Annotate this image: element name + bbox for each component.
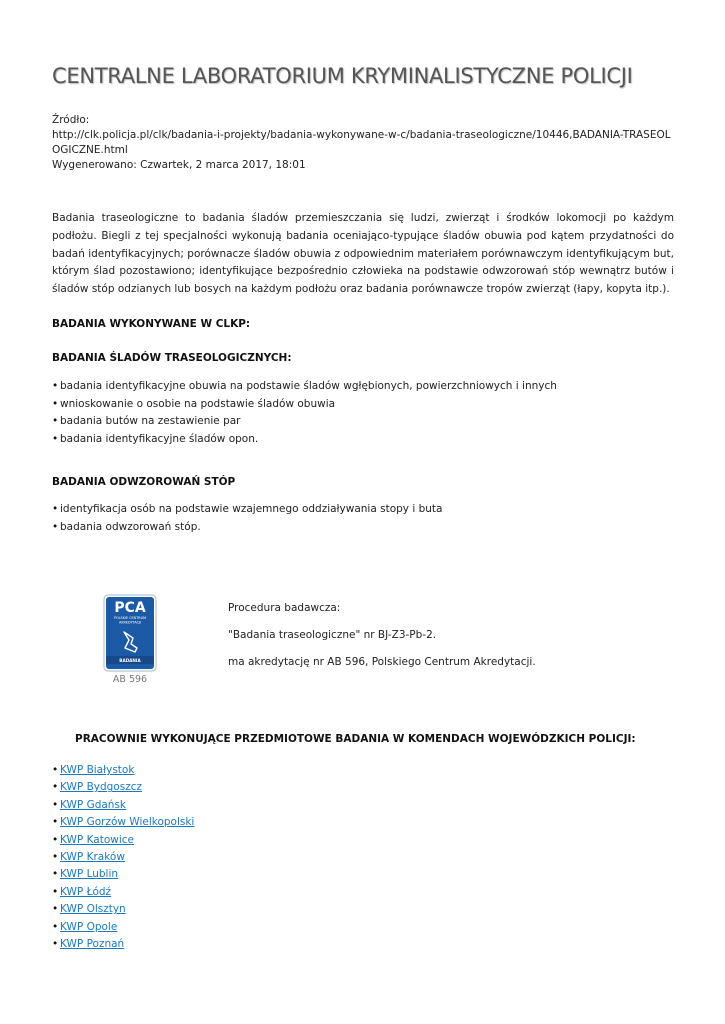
list-item: [52, 779, 194, 796]
list-item: [52, 814, 194, 831]
clkp-heading: BADANIA WYKONYWANE W CLKP:: [52, 318, 251, 330]
page-title: CENTRALNE LABORATORIUM KRYMINALISTYCZNE POLICJI: [52, 64, 633, 88]
lab-link-katowice[interactable]: KWP Katowice: [60, 833, 134, 846]
feet-heading: BADANIA ODWZOROWAŃ STÓP: [52, 476, 236, 488]
list-item: • wnioskowanie o osobie na podstawie śladów obuwia: [52, 396, 557, 414]
labs-list: [52, 762, 194, 953]
list-item: [52, 901, 194, 918]
list-item: • identyfikacja osób na podstawie wzajemnego oddziaływania stopy i buta: [52, 501, 442, 519]
list-item: [52, 919, 194, 936]
lab-link-lublin[interactable]: KWP Lublin: [60, 868, 119, 881]
pca-logo-band: BADANIA: [119, 658, 141, 663]
intro-paragraph: Badania traseologiczne to badania śladów przemieszczania się ludzi, zwierząt i środków lokomocji po każdym podłożu. Biegli z tej specjalności wykonują badania oceniająco-typujące śladów obuwia pod kątem przydatności do badań identyfikacyjnych; porównacze śladów obuwia z odpowiednim materiałem porównawczym identyfikującym but, którym ślad pozostawiono; identyfikujące bezpośrednio człowieka na podstawie odwzorowań stóp wewnątrz butów i śladów stóp odzianych lub bosych na każdym podłożu oraz badania porównawcze tropów zwierząt (łapy, kopyta itp.).: [52, 212, 674, 296]
procedure-name: "Badania traseologiczne" nr BJ-Z3-Pb-2.: [228, 629, 437, 641]
list-item: • badania identyfikacyjne śladów opon.: [52, 431, 557, 449]
list-item: [52, 936, 194, 953]
list-item: • badania identyfikacyjne obuwia na podstawie śladów wgłębionych, powierzchniowych i innych: [52, 378, 557, 396]
traces-list: [52, 378, 557, 448]
list-item: [52, 849, 194, 866]
lab-link-lodz[interactable]: KWP Łódź: [60, 885, 112, 898]
lab-link-gdansk[interactable]: KWP Gdańsk: [60, 798, 127, 811]
lab-link-gorzow[interactable]: KWP Gorzów Wielkopolski: [60, 816, 195, 829]
pca-logo-brand: PCA: [114, 600, 146, 616]
list-item: [52, 797, 194, 814]
lab-link-poznan[interactable]: KWP Poznań: [60, 938, 125, 951]
lab-link-bydgoszcz[interactable]: KWP Bydgoszcz: [60, 781, 143, 794]
generated-timestamp: Wygenerowano: Czwartek, 2 marca 2017, 18:01: [52, 159, 306, 171]
labs-heading: PRACOWNIE WYKONUJĄCE PRZEDMIOTOWE BADANIA W KOMENDACH WOJEWÓDZKICH POLICJI:: [75, 733, 636, 745]
lab-link-opole[interactable]: KWP Opole: [60, 920, 118, 933]
list-item: [52, 866, 194, 883]
lab-link-bialystok[interactable]: KWP Białystok: [60, 764, 135, 776]
procedure-label: Procedura badawcza:: [228, 602, 341, 614]
pca-logo-line2: AKREDYTACJI: [119, 620, 141, 625]
list-item: • badania odwzorowań stóp.: [52, 519, 442, 537]
accreditation-info: [228, 600, 536, 681]
source-url: http://clk.policja.pl/clk/badania-i-projekty/badania-wykonywane-w-c/badania-traseologiczne/10446,BADANIA-TRASEOLOGICZNE.html: [52, 129, 671, 156]
lab-link-olsztyn[interactable]: KWP Olsztyn: [60, 903, 126, 916]
traces-heading: BADANIA ŚLADÓW TRASEOLOGICZNYCH:: [52, 352, 292, 364]
feet-list: [52, 501, 442, 536]
pca-logo-line1: POLSKIE CENTRUM: [113, 616, 147, 620]
list-item: [52, 884, 194, 901]
list-item: • badania butów na zestawienie par: [52, 413, 557, 431]
accreditation-text: ma akredytację nr AB 596, Polskiego Centrum Akredytacji.: [228, 656, 536, 668]
source-label: Źródło:: [52, 114, 90, 126]
lab-link-krakow[interactable]: KWP Kraków: [60, 851, 125, 864]
pca-logo-number: AB 596: [112, 674, 148, 684]
list-item: [52, 832, 194, 849]
document-meta: [52, 113, 677, 173]
pca-logo-icon: [103, 594, 157, 684]
list-item: [52, 762, 194, 779]
